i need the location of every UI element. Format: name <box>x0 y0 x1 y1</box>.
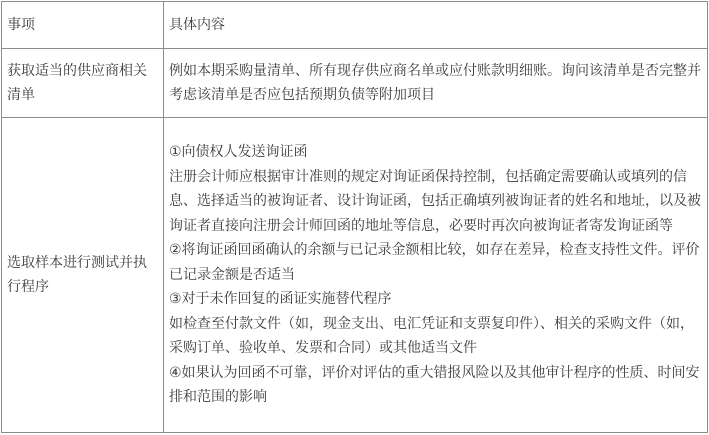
row-content-cell <box>164 118 708 433</box>
header-cell-item: 事项 <box>2 2 164 49</box>
table-row <box>2 118 708 433</box>
content-line: ④如果认为回函不可靠，评价对评估的重大错报风险以及其他审计程序的性质、时间安排和范围的影响 <box>169 364 700 406</box>
row-content-cell: 例如本期采购量清单、所有现存供应商名单或应付账款明细账。询问该清单是否完整并考虑该清单是否应包括预期负债等附加项目 <box>164 49 708 118</box>
header-cell-content: 具体内容 <box>164 2 708 49</box>
content-line: ③对于未作回复的函证实施替代程序 <box>169 291 392 308</box>
table-row <box>2 49 708 118</box>
audit-procedure-table <box>1 1 708 433</box>
content-line: 如检查至付款文件（如，现金支出、电汇凭证和支票复印件）、相关的采购文件（如，采购订单、验收单、发票和合同）或其他适当文件 <box>169 315 694 357</box>
row-item-cell: 选取样本进行测试并执行程序 <box>2 118 164 433</box>
row-item-cell: 获取适当的供应商相关清单 <box>2 49 164 118</box>
content-line: 注册会计师应根据审计准则的规定对询证函保持控制，包括确定需要确认或填列的信息、选择适当的被询证者、设计询证函，包括正确填列被询证者的姓名和地址，以及被询证者直接向注册会计师回函的地址等信息，必要时再次向被询证者寄发询证函等 <box>169 168 701 234</box>
content-line: ②将询证函回函确认的余额与已记录金额相比较，如存在差异，检查支持性文件。评价已记录金额是否适当 <box>169 242 700 283</box>
table-header-row <box>2 2 708 49</box>
content-line: ①向债权人发送询证函 <box>169 144 308 161</box>
